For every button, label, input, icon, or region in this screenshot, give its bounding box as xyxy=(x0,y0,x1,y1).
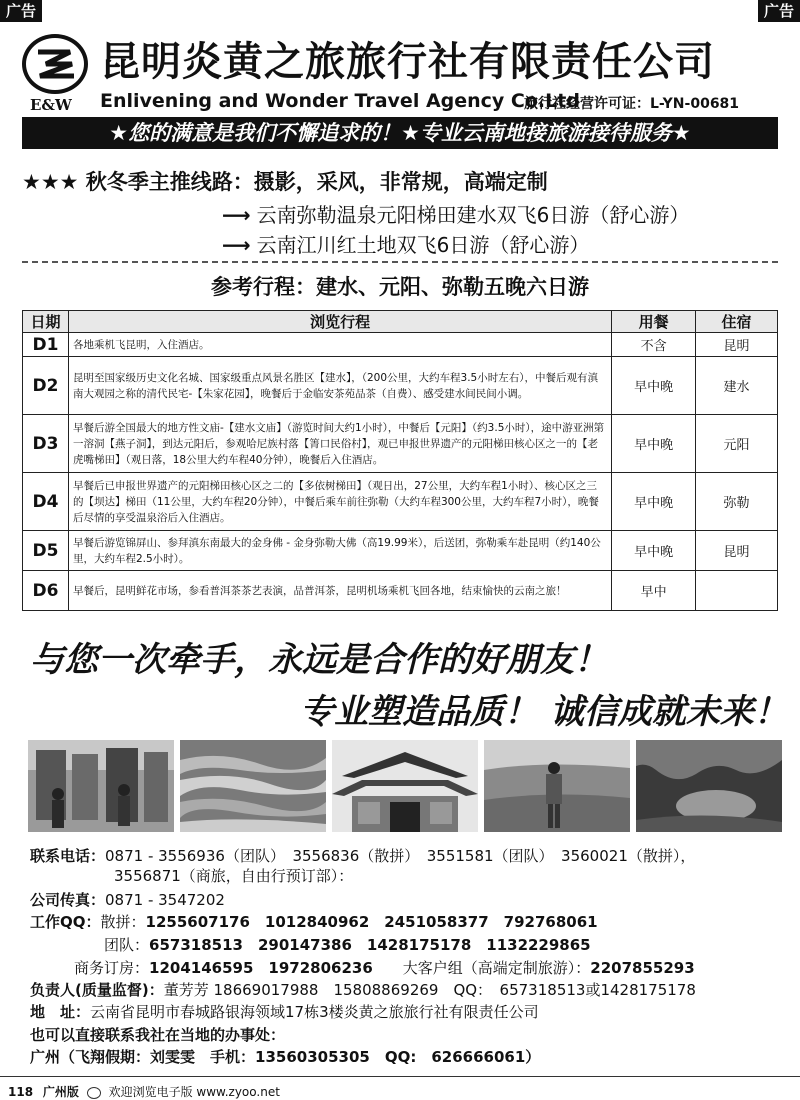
header-day: 日期 xyxy=(23,311,69,333)
contact-fax xyxy=(30,890,225,910)
day-cell: D1 xyxy=(23,333,69,357)
meal-cell: 早中晚 xyxy=(612,531,696,571)
meal-cell: 早中晚 xyxy=(612,357,696,415)
meal-cell: 不含 xyxy=(612,333,696,357)
company-name-cn: 昆明炎黄之旅旅行社有限责任公司 xyxy=(100,39,715,85)
stay-cell: 昆明 xyxy=(696,333,778,357)
desc-cell: 各地乘机飞昆明，入住酒店。 xyxy=(68,333,611,357)
table-row xyxy=(23,531,778,571)
company-name-en: Enlivening and Wonder Travel Agency Co.Ltd xyxy=(100,90,580,112)
arrow-icon: ⟶ xyxy=(222,233,251,257)
qq-biz-label: 商务订房： xyxy=(74,959,150,977)
itinerary-title: 参考行程：建水、元阳、弥勒五晚六日游 xyxy=(211,275,589,299)
license-number: 旅行社经营许可证：L-YN-00681 xyxy=(524,96,740,112)
header-desc: 浏览行程 xyxy=(68,311,611,333)
season-title: 秋冬季主推线路：摄影，采风，非常规，高端定制 xyxy=(85,170,548,194)
day-cell: D2 xyxy=(23,357,69,415)
photo-terraces xyxy=(180,740,326,832)
stay-cell: 元阳 xyxy=(696,415,778,473)
phone-label: 联系电话： xyxy=(30,847,106,865)
desc-cell: 早餐后游全国最大的地方性文庙-【建水文庙】（游览时间大约1小时），中餐后【元阳】（约3.5小时），途中游亚洲第一溶洞【燕子洞】，到达元阳后，参观哈尼族村落【箐口民俗村】，观已申报世界遗产的元阳梯田核心区之一的【老虎嘴梯田】（观日落，18公里大约车程40分钟），晚餐后入住酒店。 xyxy=(68,415,611,473)
ad-tag-left: 广告 xyxy=(0,0,42,22)
route-label: 云南江川红土地双飞6日游（舒心游） xyxy=(256,233,590,257)
logo-letters: E&W xyxy=(30,96,72,114)
logo-mark-icon xyxy=(32,44,78,84)
qq-group-label: 团队： xyxy=(104,936,150,954)
table-row xyxy=(23,571,778,611)
itinerary-table xyxy=(22,310,778,611)
desc-cell: 早餐后已申报世界遗产的元阳梯田核心区之二的【多依树梯田】（观日出，27公里，大约车程1小时）、核心区之三的【坝达】梯田（11公里，大约车程20分钟），中餐后乘车前往弥勒（大约车程300公里，大约车程7小时），晚餐后尽情的享受温泉浴后入住酒店。 xyxy=(68,473,611,531)
route-item xyxy=(222,199,689,228)
stay-cell xyxy=(696,571,778,611)
fax-label: 公司传真： xyxy=(30,891,106,909)
service-banner: ★您的满意是我们不懈追求的！★专业云南地接旅游接待服务★ xyxy=(22,117,778,149)
contact-qq-retail xyxy=(30,912,598,932)
ad-tag-right: 广告 xyxy=(758,0,800,22)
contact-manager xyxy=(30,980,696,1000)
contact-phone-line1 xyxy=(30,846,695,866)
season-stars: ★★★ xyxy=(22,170,79,194)
desc-cell: 早餐后游览锦屏山、参拜滇东南最大的金身佛 - 金身弥勒大佛（高19.99米），后送团，弥勒乘车赴昆明（约140公里，大约车程2.5小时）。 xyxy=(68,531,611,571)
table-header-row xyxy=(23,311,778,333)
office-note xyxy=(30,1025,285,1045)
qq-vip-label: 大客户组（高端定制旅游）： xyxy=(402,959,591,977)
qq-group-numbers: 657318513 290147386 1428175178 1132229865 xyxy=(149,936,591,954)
table-row xyxy=(23,357,778,415)
qq-label: 工作QQ： xyxy=(30,913,101,931)
footer-divider xyxy=(0,1076,800,1077)
photo-temple xyxy=(332,740,478,832)
phone-numbers-cont: 3556871（商旅，自由行预订部）： xyxy=(114,867,354,885)
photo-market xyxy=(28,740,174,832)
desc-cell: 早餐后，昆明鲜花市场，参看普洱茶茶艺表演，品普洱茶，昆明机场乘机飞回各地，结束愉快的云南之旅！ xyxy=(68,571,611,611)
stay-cell: 建水 xyxy=(696,357,778,415)
stay-cell: 昆明 xyxy=(696,531,778,571)
season-heading xyxy=(22,166,548,196)
address-text: 云南省昆明市春城路银海领域17栋3楼炎黄之旅旅行社有限责任公司 xyxy=(90,1003,539,1021)
guangzhou-label: 广州（飞翔假期：刘雯雯 xyxy=(30,1048,196,1066)
qq-biz-numbers: 1204146595 1972806236 xyxy=(149,959,373,977)
photo-landscape xyxy=(484,740,630,832)
qq-retail-numbers: 1255607176 1012840962 2451058377 792768061 xyxy=(145,913,598,931)
desc-cell: 昆明至国家级历史文化名城、国家级重点风景名胜区【建水】，（200公里，大约车程3.5小时左右），中餐后观有滇南大观园之称的清代民宅-【朱家花园】，晚餐后于金临安茶苑品茶（自费）、感受建水间民间小调。 xyxy=(68,357,611,415)
divider xyxy=(22,261,778,263)
route-item xyxy=(222,229,589,258)
slogan-partnership: 与您一次牵手，永远是合作的好朋友！ xyxy=(30,640,608,680)
contact-address xyxy=(30,1002,539,1022)
edition-label: 广州版 xyxy=(42,1085,79,1099)
slogan-quality: 专业塑造品质！ 诚信成就未来！ xyxy=(300,692,788,732)
address-label: 地 址： xyxy=(30,1003,91,1021)
day-cell: D4 xyxy=(23,473,69,531)
qq-vip-number: 2207855293 xyxy=(590,959,695,977)
fax-number: 0871 - 3547202 xyxy=(105,891,225,909)
table-row xyxy=(23,415,778,473)
contact-guangzhou xyxy=(30,1047,540,1067)
arrow-icon: ⟶ xyxy=(222,203,251,227)
guangzhou-mobile: 手机：13560305305 QQ: 626666061） xyxy=(210,1048,541,1066)
manager-label: 负责人(质量监督)： xyxy=(30,981,164,999)
qq-retail-label: 散拼： xyxy=(100,913,146,931)
meal-cell: 早中晚 xyxy=(612,415,696,473)
header-stay: 住宿 xyxy=(696,311,778,333)
meal-cell: 早中 xyxy=(612,571,696,611)
table-row xyxy=(23,333,778,357)
day-cell: D5 xyxy=(23,531,69,571)
footer-note: 欢迎浏览电子版 www.zyoo.net xyxy=(108,1085,280,1099)
table-row xyxy=(23,473,778,531)
day-cell: D3 xyxy=(23,415,69,473)
route-label: 云南弥勒温泉元阳梯田建水双飞6日游（舒心游） xyxy=(256,203,690,227)
photo-cave xyxy=(636,740,782,832)
office-note-text: 也可以直接联系我社在当地的办事处： xyxy=(30,1026,286,1044)
day-cell: D6 xyxy=(23,571,69,611)
page-number: 118 xyxy=(8,1085,34,1099)
header-meal: 用餐 xyxy=(612,311,696,333)
company-logo xyxy=(22,34,88,94)
meal-cell: 早中晚 xyxy=(612,473,696,531)
contact-qq-biz xyxy=(74,958,695,978)
footer xyxy=(8,1083,280,1100)
contact-qq-group xyxy=(104,935,591,955)
magazine-logo-icon xyxy=(87,1087,101,1099)
stay-cell: 弥勒 xyxy=(696,473,778,531)
phone-numbers: 0871 - 3556936（团队） 3556836（散拼） 3551581（团队） 3560021（散拼）， xyxy=(105,847,696,865)
manager-info: 董芳芳 18669017988 15808869269 QQ： 657318513或1428175178 xyxy=(163,981,696,999)
